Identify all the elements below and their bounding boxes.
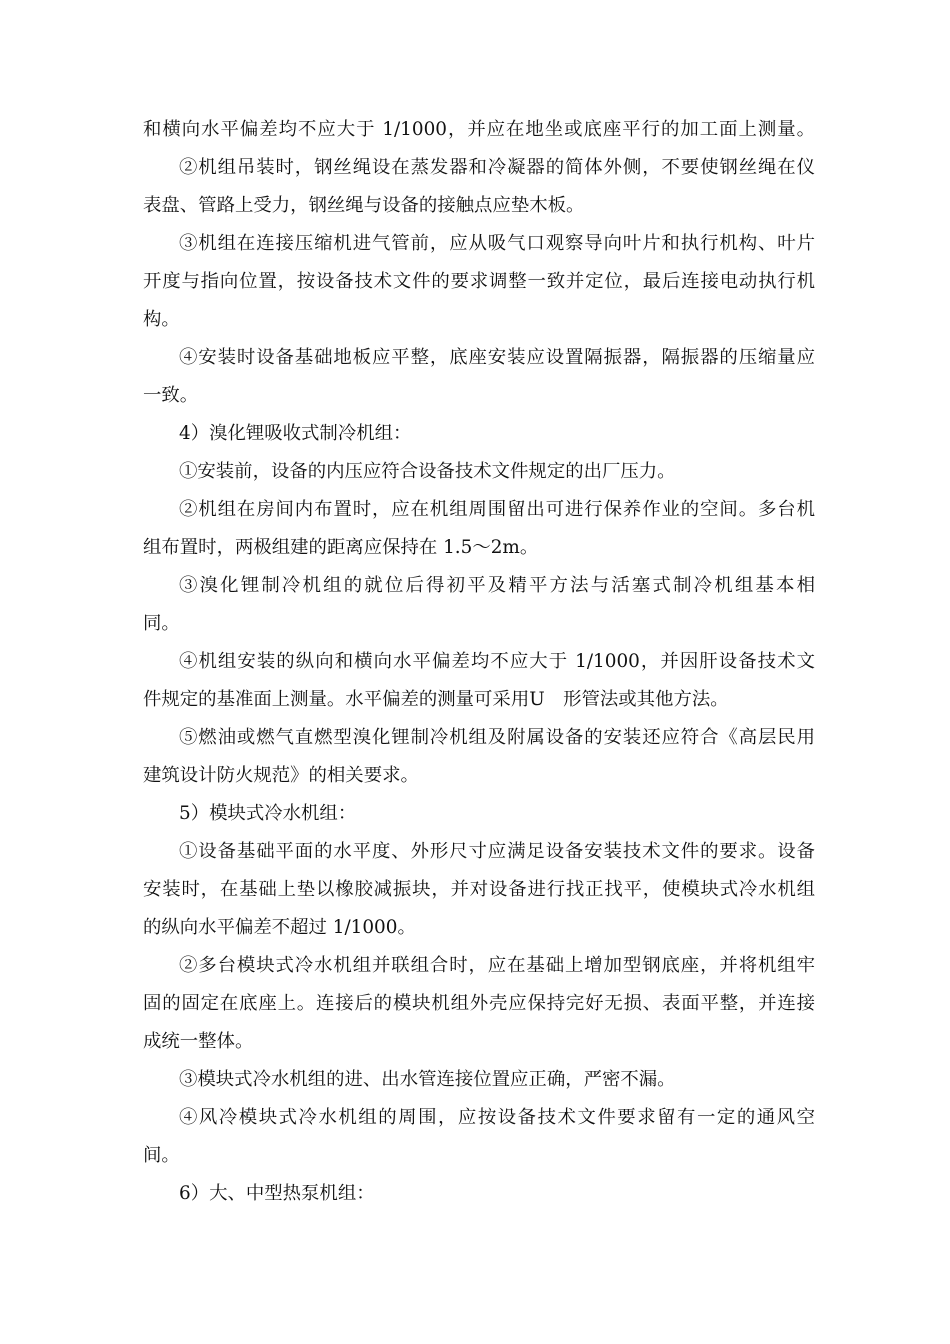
text-line-12: 组布置时，两极组建的距离应保持在 1.5～2m。 (143, 537, 539, 558)
text-line-8: 一致。 (143, 385, 199, 406)
text-line-11: ②机组在房间内布置时，应在机组周围留出可进行保养作业的空间。多台机 (179, 499, 815, 520)
text-line-10: ①安装前，设备的内压应符合设备技术文件规定的出厂压力。 (179, 461, 676, 482)
text-line-25: 成统一整体。 (143, 1031, 254, 1052)
text-line-21: 安装时，在基础上垫以橡胶减振块，并对设备进行找正找平，使模块式冷水机组 (143, 879, 815, 900)
text-line-26: ③模块式冷水机组的进、出水管连接位置应正确，严密不漏。 (179, 1069, 676, 1090)
text-line-16: 件规定的基准面上测量。水平偏差的测量可采用U 形管法或其他方法。 (143, 689, 729, 710)
text-line-6: 构。 (143, 309, 180, 330)
text-line-1: 和横向水平偏差均不应大于 1/1000，并应在地坐或底座平行的加工面上测量。 (143, 119, 815, 140)
text-line-13: ③溴化锂制冷机组的就位后得初平及精平方法与活塞式制冷机组基本相 (179, 575, 815, 596)
text-line-29: 6）大、中型热泵机组： (179, 1183, 375, 1204)
text-line-7: ④安装时设备基础地板应平整，底座安装应设置隔振器，隔振器的压缩量应 (179, 347, 815, 368)
text-line-28: 间。 (143, 1145, 180, 1166)
text-line-3: 表盘、管路上受力，钢丝绳与设备的接触点应垫木板。 (143, 195, 585, 216)
text-line-20: ①设备基础平面的水平度、外形尺寸应满足设备安装技术文件的要求。设备 (179, 841, 815, 862)
text-line-22: 的纵向水平偏差不超过 1/1000。 (143, 917, 416, 938)
text-line-4: ③机组在连接压缩机进气管前，应从吸气口观察导向叶片和执行机构、叶片 (179, 233, 815, 254)
text-line-24: 固的固定在底座上。连接后的模块机组外壳应保持完好无损、表面平整，并连接 (143, 993, 815, 1014)
text-line-17: ⑤燃油或燃气直燃型溴化锂制冷机组及附属设备的安装还应符合《高层民用 (179, 727, 815, 748)
text-line-5: 开度与指向位置，按设备技术文件的要求调整一致并定位，最后连接电动执行机 (143, 271, 815, 292)
text-line-15: ④机组安装的纵向和横向水平偏差均不应大于 1/1000，并因肝设备技术文 (179, 651, 815, 672)
text-line-23: ②多台模块式冷水机组并联组合时，应在基础上增加型钢底座，并将机组牢 (179, 955, 815, 976)
text-line-14: 同。 (143, 613, 180, 634)
text-line-9: 4）溴化锂吸收式制冷机组： (179, 423, 412, 444)
text-line-2: ②机组吊装时，钢丝绳设在蒸发器和冷凝器的简体外侧，不要使钢丝绳在仪 (179, 157, 815, 178)
text-line-27: ④风冷模块式冷水机组的周围，应按设备技术文件要求留有一定的通风空 (179, 1107, 815, 1128)
text-line-19: 5）模块式冷水机组： (179, 803, 357, 824)
text-line-18: 建筑设计防火规范》的相关要求。 (143, 765, 419, 786)
